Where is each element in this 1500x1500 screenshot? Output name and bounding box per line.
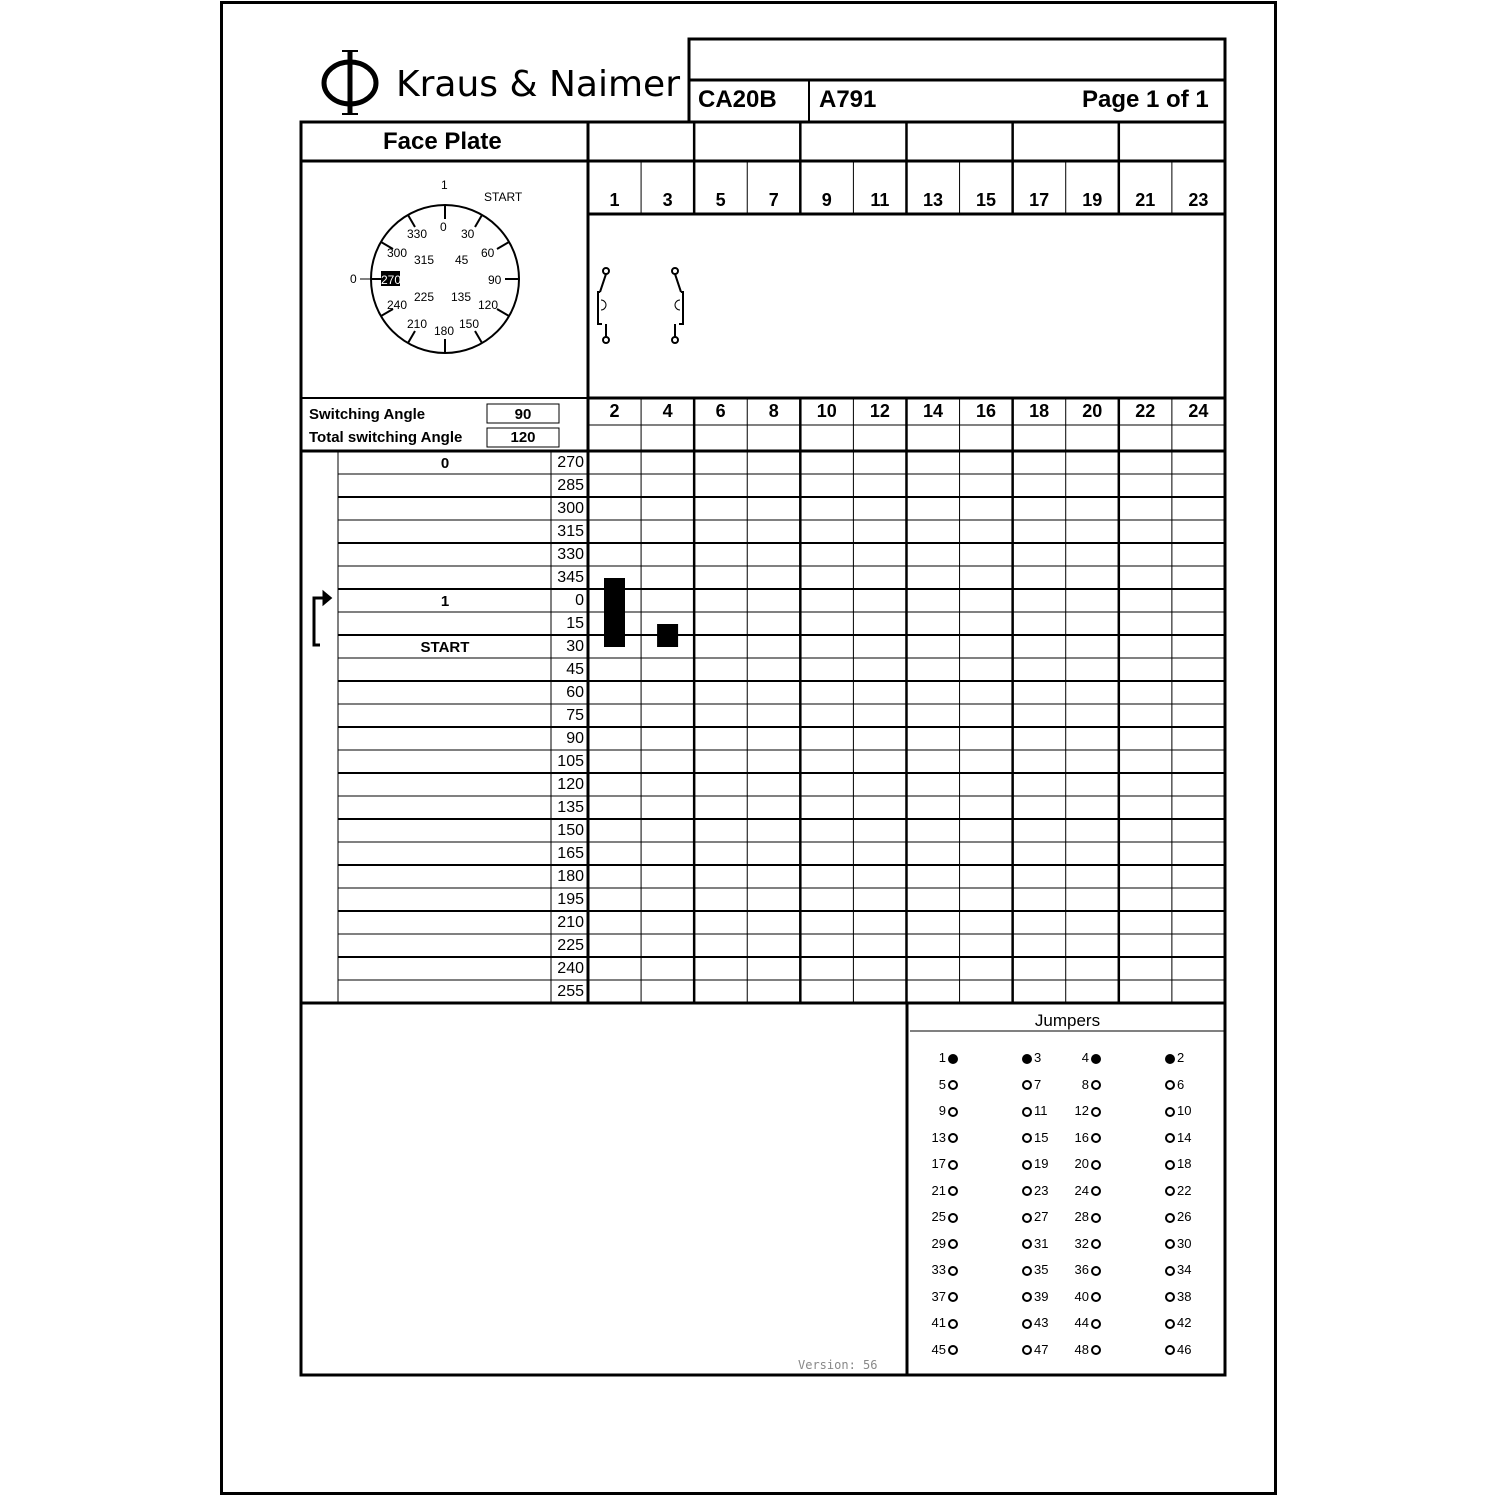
jumper-filled-dot-icon [1022,1054,1032,1064]
dial-angle: 60 [481,246,495,260]
jumpers-title: Jumpers [1034,1011,1101,1030]
jumper-terminal [1020,1289,1048,1304]
jumper-number: 33 [931,1262,946,1277]
jumper-number: 1 [938,1050,946,1065]
jumper-open-dot-icon [1165,1133,1175,1143]
jumper-open-dot-icon [1165,1080,1175,1090]
jumper-filled-dot-icon [1091,1054,1101,1064]
jumper-open-dot-icon [1091,1133,1101,1143]
jumper-number: 9 [938,1103,946,1118]
jumper-open-dot-icon [948,1133,958,1143]
position-angle: 180 [557,868,584,885]
position-label: 0 [440,455,450,472]
terminal-bottom: 4 [662,401,673,421]
jumper-terminal [1063,1262,1103,1277]
jumper-terminal [1163,1289,1191,1304]
jumper-open-dot-icon [1022,1160,1032,1170]
jumper-terminal [920,1156,960,1171]
position-angle: 0 [575,592,584,609]
jumper-number: 3 [1034,1050,1042,1065]
jumper-number: 24 [1074,1182,1089,1198]
position-angle: 120 [557,776,584,793]
jumper-terminal [920,1236,960,1251]
jumper-number: 27 [1034,1209,1049,1224]
jumper-terminal [920,1050,960,1065]
jumper-terminal [1163,1315,1191,1330]
terminal-top: 11 [870,190,890,210]
dial-angle: 180 [434,324,455,338]
terminal-bottom: 24 [1188,401,1209,421]
jumper-number: 32 [1074,1235,1089,1251]
jumper-terminal [1163,1077,1184,1092]
terminal-bottom: 8 [768,401,779,421]
jumper-number: 6 [1177,1076,1185,1092]
jumper-number: 26 [1177,1209,1192,1224]
switching-angle-value: 90 [514,406,532,423]
jumper-terminal [1020,1315,1048,1330]
terminal-top: 15 [976,190,997,210]
position-angle: 210 [557,914,584,931]
jumper-open-dot-icon [1091,1292,1101,1302]
jumper-open-dot-icon [1022,1266,1032,1276]
switching-angle-label: Switching Angle [309,406,426,423]
jumper-number: 48 [1074,1341,1089,1357]
jumper-terminal [1020,1077,1041,1092]
jumper-terminal [1163,1156,1191,1171]
jumper-number: 46 [1177,1341,1192,1357]
jumper-open-dot-icon [1091,1107,1101,1117]
position-angle: 315 [557,523,584,540]
jumper-number: 37 [931,1288,946,1304]
jumper-number: 11 [1034,1103,1048,1118]
company-name: Kraus & Naimer [396,64,681,105]
jumper-terminal [920,1183,960,1198]
dial-angle: 45 [455,253,469,267]
position-angle: 45 [566,661,584,678]
dial-angle: 90 [488,273,502,287]
drawing-number: A791 [819,86,877,113]
jumper-open-dot-icon [1022,1292,1032,1302]
dial-angle: 330 [407,227,428,241]
terminal-bottom: 16 [976,401,997,421]
terminal-top: 23 [1188,190,1209,210]
jumper-number: 5 [938,1076,946,1092]
jumper-number: 18 [1177,1156,1192,1171]
page-indicator: Page 1 of 1 [1082,86,1209,113]
terminal-top: 9 [821,190,832,210]
jumper-open-dot-icon [1165,1160,1175,1170]
jumper-terminal [1063,1183,1103,1198]
position-angle: 105 [557,753,584,770]
jumper-number: 42 [1177,1315,1192,1330]
spring-return-bracket [314,593,330,645]
jumper-terminal [1163,1050,1184,1065]
jumper-number: 17 [931,1156,946,1171]
terminal-bottom: 12 [869,401,890,421]
terminal-top: 3 [662,190,673,210]
position-label: START [420,639,470,656]
jumper-terminal [1020,1209,1048,1224]
jumper-open-dot-icon [1165,1239,1175,1249]
jumper-number: 14 [1177,1129,1192,1145]
position-angle: 330 [557,546,584,563]
jumper-open-dot-icon [1091,1266,1101,1276]
position-angle: 285 [557,477,584,494]
jumper-open-dot-icon [1165,1266,1175,1276]
jumper-open-dot-icon [1091,1319,1101,1329]
dial-position-1: 1 [441,178,448,192]
jumper-terminal [1020,1050,1041,1065]
dial-angle: 120 [478,298,499,312]
jumper-open-dot-icon [948,1292,958,1302]
jumper-open-dot-icon [1022,1080,1032,1090]
jumper-terminal [1163,1130,1191,1145]
jumper-terminal [1063,1209,1103,1224]
jumper-terminal [920,1103,960,1118]
position-angle: 270 [557,454,584,471]
jumper-terminal [920,1342,960,1357]
jumper-open-dot-icon [948,1266,958,1276]
jumper-open-dot-icon [1165,1107,1175,1117]
jumper-terminal [1063,1289,1103,1304]
jumper-open-dot-icon [948,1107,958,1117]
dial-angle: 300 [387,246,408,260]
position-angle: 255 [557,983,584,1000]
jumper-open-dot-icon [948,1213,958,1223]
jumper-terminal [920,1209,960,1224]
terminal-bottom: 6 [715,401,726,421]
jumper-open-dot-icon [1165,1319,1175,1329]
jumper-number: 7 [1034,1076,1042,1092]
jumper-number: 44 [1074,1315,1089,1330]
jumper-number: 29 [931,1235,946,1251]
jumper-open-dot-icon [1022,1345,1032,1355]
jumper-terminal [920,1289,960,1304]
total-angle-value: 120 [510,429,536,446]
jumper-terminal [920,1130,960,1145]
jumper-number: 20 [1074,1156,1089,1171]
jumper-number: 21 [931,1182,946,1198]
dial-angle: 240 [387,298,408,312]
jumper-terminal [1063,1050,1103,1065]
jumper-open-dot-icon [1091,1080,1101,1090]
position-angle: 225 [557,937,584,954]
position-angle: 60 [566,684,584,701]
model-number: CA20B [698,86,777,113]
dial-angle: 30 [461,227,475,241]
position-angle: 75 [566,707,584,724]
jumper-number: 25 [931,1209,946,1224]
position-angle: 150 [557,822,584,839]
jumper-number: 22 [1177,1182,1192,1198]
jumper-terminal [1020,1183,1048,1198]
dial-angle: 315 [414,253,435,267]
jumper-terminal [1020,1103,1048,1118]
position-label: 1 [440,593,450,610]
jumper-open-dot-icon [1091,1160,1101,1170]
jumper-terminal [1020,1156,1048,1171]
jumper-number: 43 [1034,1315,1049,1330]
position-angle: 135 [557,799,584,816]
jumper-open-dot-icon [1022,1319,1032,1329]
jumper-number: 10 [1177,1103,1192,1118]
face-plate-title: Face Plate [383,128,502,155]
jumper-open-dot-icon [948,1080,958,1090]
terminal-bottom: 18 [1029,401,1050,421]
terminal-top: 5 [715,190,726,210]
jumper-terminal [1063,1130,1103,1145]
jumper-number: 31 [1034,1235,1049,1251]
total-angle-label: Total switching Angle [309,429,463,446]
jumper-open-dot-icon [1165,1292,1175,1302]
jumper-terminal [1063,1156,1103,1171]
jumper-open-dot-icon [1091,1239,1101,1249]
jumper-open-dot-icon [948,1160,958,1170]
dial-angle: 0 [440,220,447,234]
jumper-filled-dot-icon [948,1054,958,1064]
jumper-terminal [1163,1342,1191,1357]
jumper-terminal [1020,1262,1048,1277]
dial-angle: 135 [451,290,472,304]
terminal-top: 21 [1135,190,1156,210]
jumper-number: 39 [1034,1288,1049,1304]
position-angle: 240 [557,960,584,977]
jumper-terminal [1063,1236,1103,1251]
jumper-open-dot-icon [948,1345,958,1355]
jumper-number: 38 [1177,1288,1192,1304]
jumper-open-dot-icon [1165,1213,1175,1223]
position-angle: 90 [566,730,584,747]
position-angle: 345 [557,569,584,586]
terminal-bottom: 10 [816,401,837,421]
jumper-terminal [1063,1077,1103,1092]
version-label: Version: 56 [798,1358,878,1372]
jumper-number: 47 [1034,1341,1049,1357]
jumper-terminal [1020,1342,1048,1357]
jumper-open-dot-icon [1091,1345,1101,1355]
jumper-number: 45 [931,1341,946,1357]
jumper-terminal [1063,1315,1103,1330]
jumper-filled-dot-icon [1165,1054,1175,1064]
jumper-number: 34 [1177,1262,1192,1277]
jumper-terminal [920,1315,960,1330]
jumper-open-dot-icon [1091,1213,1101,1223]
position-angle: 30 [566,638,584,655]
jumper-open-dot-icon [948,1319,958,1329]
closed-contact-bar [657,624,678,647]
terminal-bottom: 14 [922,401,943,421]
jumper-number: 4 [1081,1050,1089,1065]
terminal-bottom: 22 [1135,401,1156,421]
position-angle: 165 [557,845,584,862]
jumper-open-dot-icon [1022,1133,1032,1143]
terminal-top: 7 [768,190,779,210]
jumper-open-dot-icon [948,1186,958,1196]
jumper-open-dot-icon [1165,1186,1175,1196]
jumper-terminal [1063,1103,1103,1118]
jumper-number: 13 [931,1129,946,1145]
contact-symbols [598,268,683,343]
position-angle: 300 [557,500,584,517]
terminal-bottom: 2 [609,401,620,421]
jumper-number: 40 [1074,1288,1089,1304]
jumper-number: 16 [1074,1129,1089,1145]
jumper-terminal [1163,1262,1191,1277]
dial-angle: 150 [459,317,480,331]
jumper-open-dot-icon [1165,1345,1175,1355]
jumper-number: 15 [1034,1129,1049,1145]
jumper-terminal [1063,1342,1103,1357]
terminal-top: 13 [922,190,943,210]
jumper-number: 30 [1177,1235,1192,1251]
jumper-number: 19 [1034,1156,1049,1171]
jumper-number: 35 [1034,1262,1049,1277]
jumper-open-dot-icon [948,1239,958,1249]
jumper-terminal [1020,1130,1048,1145]
dial-angle: 210 [407,317,428,331]
position-angle: 195 [557,891,584,908]
jumper-number: 23 [1034,1182,1049,1198]
jumper-terminal [920,1262,960,1277]
jumper-open-dot-icon [1022,1213,1032,1223]
position-angle: 15 [566,615,584,632]
terminal-top: 19 [1082,190,1103,210]
terminal-top: 1 [609,190,620,210]
closed-contact-bar [604,578,625,647]
jumper-number: 12 [1074,1103,1089,1118]
jumper-terminal [1163,1209,1191,1224]
jumper-number: 8 [1081,1076,1089,1092]
jumper-terminal [1020,1236,1048,1251]
jumper-terminal [1163,1183,1191,1198]
terminal-top: 17 [1029,190,1050,210]
jumper-number: 41 [931,1315,946,1330]
jumper-open-dot-icon [1022,1107,1032,1117]
jumper-open-dot-icon [1022,1186,1032,1196]
dial-position-0: 0 [350,272,357,286]
jumper-number: 2 [1177,1050,1185,1065]
dial-start-label: START [484,190,523,204]
jumper-open-dot-icon [1022,1239,1032,1249]
jumper-terminal [920,1077,960,1092]
terminal-bottom: 20 [1082,401,1103,421]
jumper-number: 36 [1074,1262,1089,1277]
dial-angle: 225 [414,290,435,304]
jumper-number: 28 [1074,1209,1089,1224]
jumper-terminal [1163,1103,1191,1118]
dial-angle-selected: 270 [381,273,402,287]
jumper-terminal [1163,1236,1191,1251]
jumper-open-dot-icon [1091,1186,1101,1196]
